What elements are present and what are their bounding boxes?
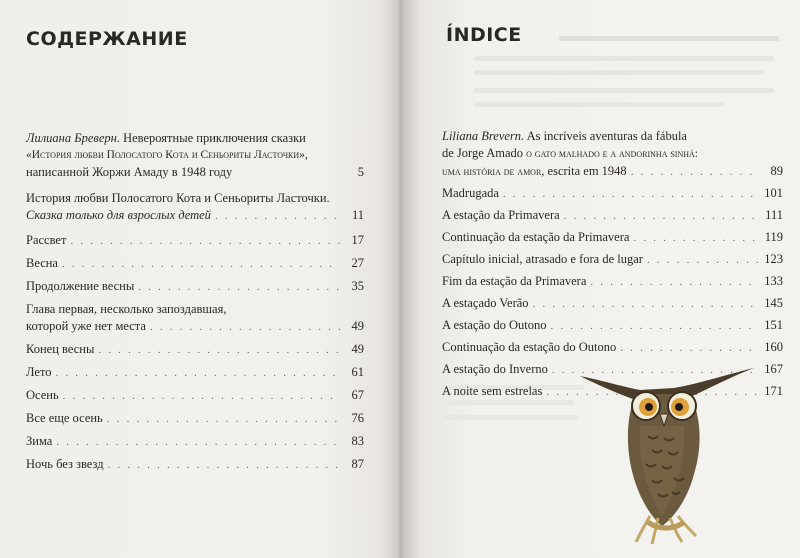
toc-entry (26, 301, 364, 336)
page-number: 76 (351, 411, 364, 425)
dot-leader (107, 411, 340, 428)
entry-title: A estação da Primavera (442, 208, 560, 222)
entry-title: Невероятные приключения сказки (119, 131, 306, 145)
entry-title-line: История любви Полосатого Кота и Сеньориты Ласточки. (26, 191, 330, 205)
dot-leader (108, 457, 340, 474)
entry-title: A estação do Inverno (442, 362, 548, 376)
entry-title-line: которой уже нет места (26, 319, 146, 333)
page-number: 89 (770, 164, 783, 178)
toc-pt (442, 128, 783, 401)
toc-entry (26, 387, 364, 405)
entry-title: Continuação da estação da Primavera (442, 230, 630, 244)
entry-title: , escrita em 1948 (541, 164, 627, 178)
entry-title: Все еще осень (26, 411, 103, 425)
entry-title: de Jorge Amado (442, 146, 527, 160)
entry-title: Continuação da estação do Outono (442, 340, 617, 354)
dot-leader (56, 365, 341, 382)
entry-title: Ночь без звезд (26, 457, 104, 471)
toc-entry (26, 278, 364, 296)
page-number: 101 (764, 186, 783, 200)
page-number: 49 (351, 342, 364, 356)
dot-leader (533, 296, 759, 313)
toc-entry (442, 185, 783, 203)
dot-leader (620, 340, 759, 357)
toc-entry (442, 207, 783, 225)
toc-ru (26, 130, 364, 474)
entry-title-smallcaps: o gato malhado e a andorinha sinhá: (526, 148, 698, 160)
entry-author: Лилиана Бреверн. (26, 131, 120, 145)
page-number: 49 (351, 319, 364, 333)
dot-leader (63, 388, 340, 405)
dot-leader (633, 230, 759, 247)
entry-title: Конец весны (26, 342, 95, 356)
page-number: 111 (765, 208, 783, 222)
entry-title: Осень (26, 388, 59, 402)
page-number: 11 (351, 208, 364, 222)
toc-entry (26, 433, 364, 451)
toc-entry (26, 410, 364, 428)
entry-title: As incríveis aventuras da fábula (524, 129, 687, 143)
toc-entry (442, 251, 783, 269)
toc-entry (442, 229, 783, 247)
entry-title-smallcaps: uma história de amor (442, 166, 542, 178)
page-number: 5 (357, 165, 364, 179)
toc-entry (26, 130, 364, 182)
dot-leader (98, 342, 340, 359)
entry-title: Madrugada (442, 186, 499, 200)
entry-title: A estação do Outono (442, 318, 547, 332)
entry-title: Capítulo inicial, atrasado e fora de lugar (442, 252, 643, 266)
dot-leader (138, 279, 340, 296)
show-through-line (474, 102, 724, 107)
entry-title: Fim da estação da Primavera (442, 274, 587, 288)
entry-subtitle: Сказка только для взрослых детей (26, 208, 211, 222)
page-title-pt: ÍNDICE (446, 24, 522, 46)
toc-entry (26, 341, 364, 359)
dot-leader (150, 319, 340, 336)
page-number: 17 (351, 233, 364, 247)
page-number: 167 (764, 362, 783, 376)
dot-leader (56, 434, 340, 451)
toc-entry (442, 317, 783, 335)
entry-title-line: написанной Жоржи Амаду в 1948 году (26, 165, 233, 179)
page-number: 27 (351, 256, 364, 270)
toc-entry (26, 255, 364, 273)
toc-entry (442, 339, 783, 357)
show-through-line (474, 70, 764, 75)
entry-author: Liliana Brevern. (442, 129, 525, 143)
entry-title: Лето (26, 365, 52, 379)
page-number: 171 (764, 384, 783, 398)
page-number: 87 (351, 457, 364, 471)
dot-leader (215, 208, 340, 225)
entry-title: Продолжение весны (26, 279, 135, 293)
page-number: 133 (764, 274, 783, 288)
toc-entry (26, 364, 364, 382)
page-title-ru: СОДЕРЖАНИЕ (26, 28, 188, 50)
entry-title: Рассвет (26, 233, 67, 247)
entry-title: Зима (26, 434, 53, 448)
dot-leader (647, 252, 759, 269)
show-through-line (444, 415, 579, 420)
toc-entry (442, 273, 783, 291)
dot-leader (62, 256, 340, 273)
dot-leader (564, 208, 759, 225)
show-through-line (474, 56, 774, 61)
owl-illustration (578, 366, 758, 546)
dot-leader (631, 164, 759, 181)
toc-entry (442, 295, 783, 313)
right-page (404, 0, 800, 558)
page-number: 151 (764, 318, 783, 332)
page-number: 123 (764, 252, 783, 266)
entry-title: Весна (26, 256, 58, 270)
show-through-line (559, 36, 779, 41)
page-number: 160 (764, 340, 783, 354)
page-number: 145 (764, 296, 783, 310)
dot-leader (590, 274, 759, 291)
page-number: 119 (764, 230, 783, 244)
entry-title-line: «История любви Полосатого Кота и Сеньориты Ласточки», (26, 149, 308, 161)
toc-entry (26, 456, 364, 474)
show-through-line (474, 88, 774, 93)
left-page (0, 0, 398, 558)
page-number: 35 (351, 279, 364, 293)
dot-leader (503, 186, 759, 203)
entry-title-line: Глава первая, несколько запоздавшая, (26, 302, 227, 316)
toc-entry (26, 232, 364, 250)
page-number: 67 (351, 388, 364, 402)
toc-entry (26, 190, 364, 225)
toc-entry (442, 128, 783, 181)
entry-title: A estaçado Verão (442, 296, 529, 310)
page-number: 61 (351, 365, 364, 379)
entry-title: A noite sem estrelas (442, 384, 543, 398)
dot-leader (551, 318, 760, 335)
dot-leader (70, 233, 340, 250)
page-number: 83 (351, 434, 364, 448)
